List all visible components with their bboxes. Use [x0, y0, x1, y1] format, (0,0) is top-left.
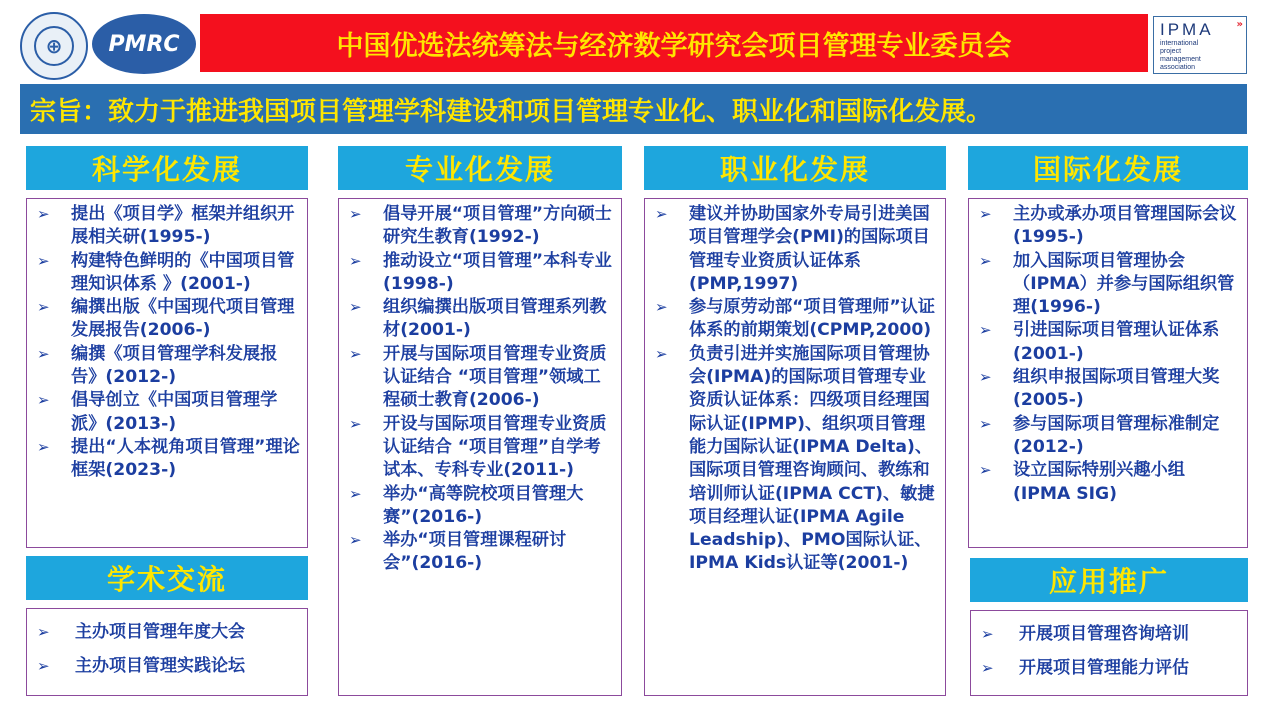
arrow-bullet-icon: ➢ — [37, 298, 50, 317]
list-item-text: 主办或承办项目管理国际会议(1995-) — [1013, 204, 1237, 248]
ipma-logo-brand: IPMA — [1160, 20, 1214, 39]
csoopem-logo — [20, 12, 88, 80]
column-box-international — [968, 198, 1248, 548]
list-item — [977, 459, 1241, 506]
arrow-bullet-icon: ➢ — [655, 298, 668, 317]
arrow-bullet-icon: ➢ — [37, 251, 50, 270]
column-box-professional — [338, 198, 622, 696]
list-item-text: 组织编撰出版项目管理系列教材(2001-) — [383, 297, 607, 341]
arrow-bullet-icon: ➢ — [349, 298, 362, 317]
column-box-scientific — [26, 198, 308, 548]
list-item — [347, 343, 615, 413]
arrow-bullet-icon: ➢ — [349, 531, 362, 550]
column-header-professional: 专业化发展 — [338, 146, 622, 190]
list-item-text: 引进国际项目管理认证体系(2001-) — [1013, 320, 1220, 364]
arrow-bullet-icon: ➢ — [979, 321, 992, 340]
mission-banner: 宗旨：致力于推进我国项目管理学科建设和项目管理专业化、职业化和国际化发展。 — [20, 84, 1247, 134]
arrow-bullet-icon: ➢ — [37, 657, 50, 675]
list-item-text: 举办“高等院校项目管理大赛”(2016-) — [383, 483, 584, 527]
list-item-text: 主办项目管理年度大会 — [75, 622, 245, 642]
list-item — [977, 319, 1241, 366]
column-header-scientific: 科学化发展 — [26, 146, 308, 190]
arrow-bullet-icon: ➢ — [655, 344, 668, 363]
section-header-academic: 学术交流 — [26, 556, 308, 600]
list-item-text: 提出《项目学》框架并组织开展相关研(1995-) — [71, 204, 295, 248]
list-item — [347, 203, 615, 250]
list-item-text: 参与国际项目管理标准制定(2012-) — [1013, 413, 1220, 457]
academic-box — [26, 608, 308, 696]
arrow-bullet-icon: ➢ — [349, 344, 362, 363]
list-item — [347, 413, 615, 483]
arrow-bullet-icon: ➢ — [979, 205, 992, 223]
arrow-bullet-icon: ➢ — [37, 205, 50, 223]
list-item — [347, 296, 615, 343]
arrow-bullet-icon: ➢ — [37, 437, 50, 456]
list-item — [35, 203, 301, 250]
list-item — [653, 343, 939, 576]
arrow-bullet-icon: ➢ — [349, 205, 362, 223]
list-item — [977, 203, 1241, 250]
list-item — [979, 651, 1241, 685]
arrow-bullet-icon: ➢ — [37, 623, 50, 641]
list-item-text: 开设与国际项目管理专业资质认证结合 “项目管理”自学考试本、专科专业(2011-) — [383, 413, 607, 481]
column-box-occupational — [644, 198, 946, 696]
pmrc-logo-text: PMRC — [108, 31, 180, 57]
page-title: 中国优选法统筹法与经济数学研究会项目管理专业委员会 — [200, 14, 1148, 72]
list-item — [653, 203, 939, 296]
arrow-bullet-icon: ➢ — [979, 251, 992, 270]
list-item — [977, 366, 1241, 413]
arrow-bullet-icon: ➢ — [981, 625, 994, 643]
ipma-logo-line: project — [1160, 48, 1182, 55]
arrow-bullet-icon: ➢ — [349, 414, 362, 433]
list-item-text: 提出“人本视角项目管理”理论框架(2023-) — [71, 436, 300, 481]
ipma-logo-line: international — [1160, 40, 1199, 47]
list-item — [35, 649, 301, 683]
list-item — [977, 250, 1241, 320]
application-box — [970, 610, 1248, 696]
list-item — [35, 615, 301, 649]
list-item-text: 参与原劳动部“项目管理师”认证体系的前期策划(CPMP,2000) — [689, 297, 936, 341]
arrow-bullet-icon: ➢ — [979, 368, 992, 387]
pmrc-logo — [92, 14, 196, 74]
list-item — [35, 389, 301, 436]
list-item — [977, 413, 1241, 460]
list-item-text: 开展项目管理咨询培训 — [1019, 624, 1189, 644]
arrow-bullet-icon: ➢ — [655, 205, 668, 223]
list-item-text: 倡导开展“项目管理”方向硕士研究生教育(1992-) — [383, 204, 612, 248]
list-item — [35, 250, 301, 297]
arrow-bullet-icon: ➢ — [349, 251, 362, 270]
list-item-text: 设立国际特别兴趣小组(IPMA SIG) — [1013, 460, 1185, 504]
section-header-application: 应用推广 — [970, 558, 1248, 602]
ipma-logo — [1153, 16, 1247, 74]
arrow-bullet-icon: ➢ — [37, 391, 50, 410]
list-item — [347, 529, 615, 576]
list-item-text: 编撰《项目管理学科发展报告》(2012-) — [71, 343, 278, 388]
arrow-bullet-icon: ➢ — [981, 659, 994, 677]
list-item — [35, 296, 301, 343]
arrow-bullet-icon: ➢ — [979, 461, 992, 480]
arrow-bullet-icon: ➢ — [979, 414, 992, 433]
list-item-text: 开展项目管理能力评估 — [1019, 658, 1189, 678]
list-item-text: 加入国际项目管理协会（IPMA）并参与国际组织管理(1996-) — [1013, 250, 1235, 318]
list-item-text: 负责引进并实施国际项目管理协会(IPMA)的国际项目管理专业资质认证体系：四级项目经理国际认证(IPMP)、组织项目管理能力国际认证(IPMA Delta)、国际项目管理咨询顾问、教练和培训师认证(IPMA CCT)、敏捷项目经理认证(IPMA Agile Leadship)、PMO国际认证、IPMA Kids认证等(2001-) — [689, 343, 935, 574]
list-item-text: 编撰出版《中国现代项目管理发展报告(2006-) — [71, 297, 295, 341]
list-item — [653, 296, 939, 343]
list-item-text: 组织申报国际项目管理大奖(2005-) — [1013, 367, 1220, 411]
list-item — [35, 343, 301, 390]
list-item-text: 开展与国际项目管理专业资质认证结合 “项目管理”领域工程硕士教育(2006-) — [383, 343, 607, 411]
list-item-text: 倡导创立《中国项目管理学派》(2013-) — [71, 390, 278, 434]
list-item — [979, 617, 1241, 651]
column-header-occupational: 职业化发展 — [644, 146, 946, 190]
ipma-logo-line: management — [1160, 56, 1201, 63]
chevron-right-icon: » — [1236, 19, 1243, 30]
ipma-logo-line: association — [1160, 64, 1196, 71]
list-item-text: 主办项目管理实践论坛 — [75, 656, 245, 676]
column-header-international: 国际化发展 — [968, 146, 1248, 190]
arrow-bullet-icon: ➢ — [349, 484, 362, 503]
list-item-text: 推动设立“项目管理”本科专业(1998-) — [383, 250, 612, 294]
arrow-bullet-icon: ➢ — [37, 344, 50, 363]
list-item — [347, 483, 615, 530]
globe-icon: ⊕ — [34, 26, 74, 66]
list-item-text: 举办“项目管理课程研讨会”(2016-) — [383, 530, 567, 574]
list-item — [35, 436, 301, 483]
list-item-text: 构建特色鲜明的《中国项目管理知识体系 》(2001-) — [71, 250, 295, 294]
list-item-text: 建议并协助国家外专局引进美国项目管理学会(PMI)的国际项目管理专业资质认证体系(PMP,1997) — [689, 204, 930, 294]
list-item — [347, 250, 615, 297]
